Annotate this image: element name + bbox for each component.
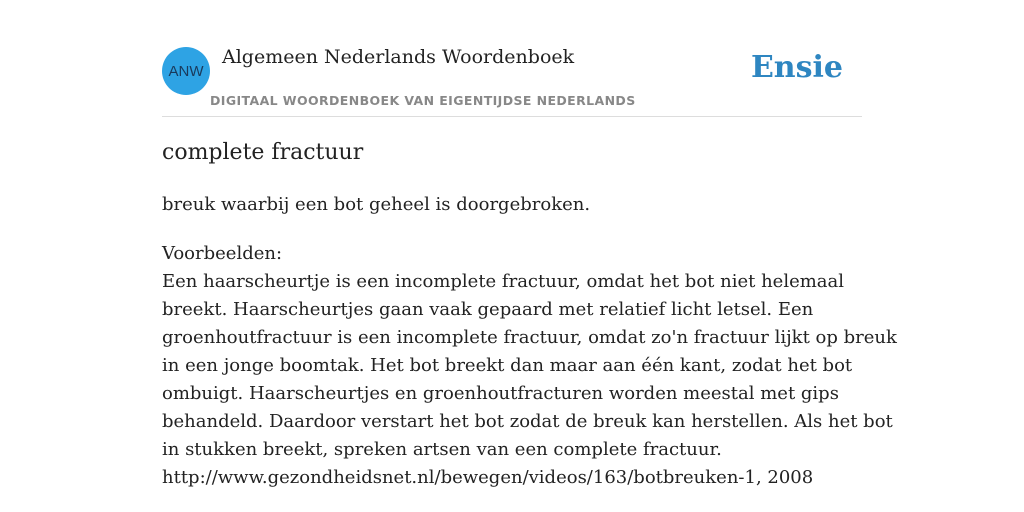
- example-line: in stukken breekt, spreken artsen van een complete fractuur.: [162, 439, 722, 460]
- site-title[interactable]: Algemeen Nederlands Woordenboek: [222, 46, 575, 68]
- example-line: Een haarscheurtje is een incomplete fractuur, omdat het bot niet helemaal: [162, 271, 845, 292]
- example-line: groenhoutfractuur is een incomplete fractuur, omdat zo'n fractuur lijkt op breuk: [162, 327, 897, 348]
- anw-logo[interactable]: [162, 47, 210, 95]
- examples-label: Voorbeelden:: [162, 243, 283, 264]
- site-subtitle: DIGITAAL WOORDENBOEK VAN EIGENTIJDSE NEDERLANDS: [210, 93, 636, 108]
- example-line: in een jonge boomtak. Het bot breekt dan maar aan één kant, zodat het bot: [162, 355, 853, 376]
- logo-text: ANW: [168, 62, 204, 80]
- entry-term: complete fractuur: [162, 140, 364, 165]
- example-source: http://www.gezondheidsnet.nl/bewegen/videos/163/botbreuken-1, 2008: [162, 467, 814, 488]
- entry-definition: breuk waarbij een bot geheel is doorgebroken.: [162, 194, 591, 215]
- example-line: breekt. Haarscheurtjes gaan vaak gepaard met relatief licht letsel. Een: [162, 299, 814, 320]
- ensie-brand-logo[interactable]: Ensie: [750, 50, 843, 85]
- example-line: behandeld. Daardoor verstart het bot zodat de breuk kan herstellen. Als het bot: [162, 411, 893, 432]
- entry-examples: [162, 240, 897, 492]
- site-header: [162, 44, 862, 117]
- example-line: ombuigt. Haarscheurtjes en groenhoutfracturen worden meestal met gips: [162, 383, 839, 404]
